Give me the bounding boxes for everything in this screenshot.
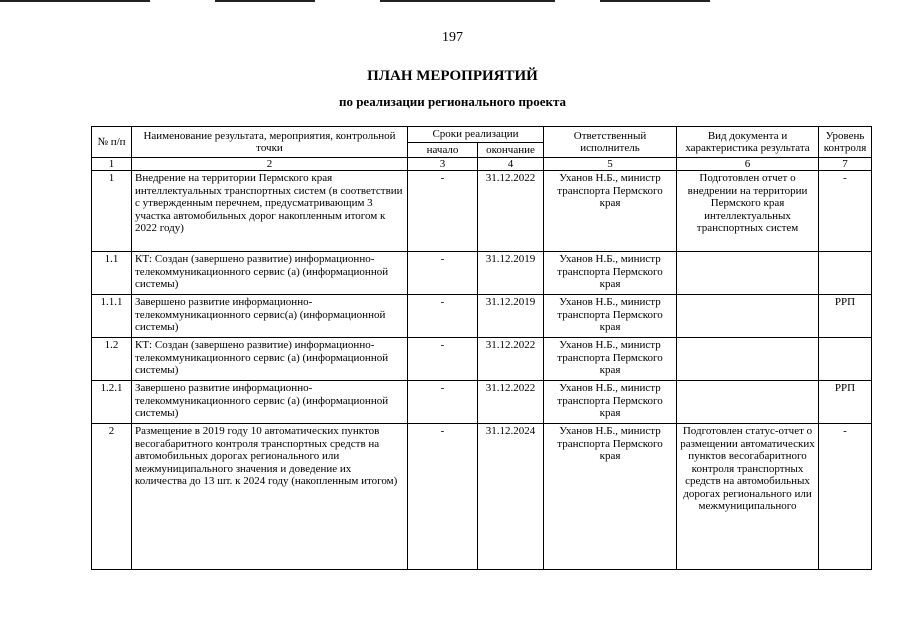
column-number: 3 [408,158,478,171]
column-number: 7 [819,158,872,171]
table-row [92,252,872,295]
row-num: 2 [92,424,132,570]
row-responsible: Уханов Н.Б., министр транспорта Пермского края [544,252,677,295]
header-level: Уровень контроля [819,127,872,158]
row-responsible: Уханов Н.Б., министр транспорта Пермского края [544,338,677,381]
page-number: 197 [442,30,463,45]
row-end: 31.12.2024 [478,424,544,570]
row-num: 1 [92,171,132,252]
row-responsible: Уханов Н.Б., министр транспорта Пермского края [544,381,677,424]
row-responsible: Уханов Н.Б., министр транспорта Пермского края [544,295,677,338]
row-document: Подготовлен статус-отчет о размещении автоматических пунктов весогабаритного контроля транспортных средств на автомобильных дорогах регионального или межмуниципального [677,424,819,570]
row-start: - [408,424,478,570]
table-row [92,424,872,570]
header-deadlines: Сроки реализации [408,127,544,143]
row-responsible: Уханов Н.Б., министр транспорта Пермского края [544,171,677,252]
column-number: 5 [544,158,677,171]
row-start: - [408,171,478,252]
row-end: 31.12.2019 [478,295,544,338]
column-number: 4 [478,158,544,171]
header-end: окончание [478,142,544,158]
row-document [677,252,819,295]
row-num: 1.2.1 [92,381,132,424]
document-subtitle: по реализации регионального проекта [338,94,567,109]
row-end: 31.12.2019 [478,252,544,295]
row-name: Внедрение на территории Пермского края интеллектуальных транспортных систем (в соответствии с утвержденным перечнем, предусматривающим 3 участка автомобильных дорог накопленным итогом к 2022 году) [132,171,408,252]
column-number: 1 [92,158,132,171]
row-document [677,295,819,338]
row-end: 31.12.2022 [478,171,544,252]
row-level: РРП [819,295,872,338]
row-name: Размещение в 2019 году 10 автоматических пунктов весогабаритного контроля транспортных средств на автомобильных дорогах регионального или межмуниципального значения и доведение их количества до 13 шт. к 2024 году (накопленным итогом) [132,424,408,570]
row-document: Подготовлен отчет о внедрении на территории Пермского края интеллектуальных транспортных систем [677,171,819,252]
row-level [819,338,872,381]
row-num: 1.2 [92,338,132,381]
header-document: Вид документа и характеристика результата [677,127,819,158]
row-document [677,381,819,424]
row-level [819,252,872,295]
document-title: ПЛАН МЕРОПРИЯТИЙ [367,68,538,84]
row-name: КТ: Создан (завершено развитие) информационно-телекоммуникационного сервис (а) (информационной системы) [132,252,408,295]
column-number: 6 [677,158,819,171]
row-name: Завершено развитие информационно-телекоммуникационного сервис(а) (информационной системы) [132,295,408,338]
column-number-row [92,158,872,171]
header-name: Наименование результата, мероприятия, контрольной точки [132,127,408,158]
scan-top-edge-lines [0,0,905,4]
row-level: - [819,171,872,252]
row-start: - [408,381,478,424]
row-start: - [408,338,478,381]
row-num: 1.1.1 [92,295,132,338]
activity-plan-table [91,126,872,570]
row-level: РРП [819,381,872,424]
table-header [92,127,872,158]
header-responsible: Ответственный исполнитель [544,127,677,158]
row-name: КТ: Создан (завершено развитие) информационно-телекоммуникационного сервис (а) (информационной системы) [132,338,408,381]
header-num: № п/п [92,127,132,158]
row-num: 1.1 [92,252,132,295]
row-end: 31.12.2022 [478,381,544,424]
table-row [92,295,872,338]
table-row [92,171,872,252]
row-name: Завершено развитие информационно-телекоммуникационного сервис (а) (информационной системы) [132,381,408,424]
table-row [92,381,872,424]
column-number: 2 [132,158,408,171]
row-start: - [408,295,478,338]
row-start: - [408,252,478,295]
table-row [92,338,872,381]
row-responsible: Уханов Н.Б., министр транспорта Пермского края [544,424,677,570]
row-end: 31.12.2022 [478,338,544,381]
header-start: начало [408,142,478,158]
row-level: - [819,424,872,570]
row-document [677,338,819,381]
